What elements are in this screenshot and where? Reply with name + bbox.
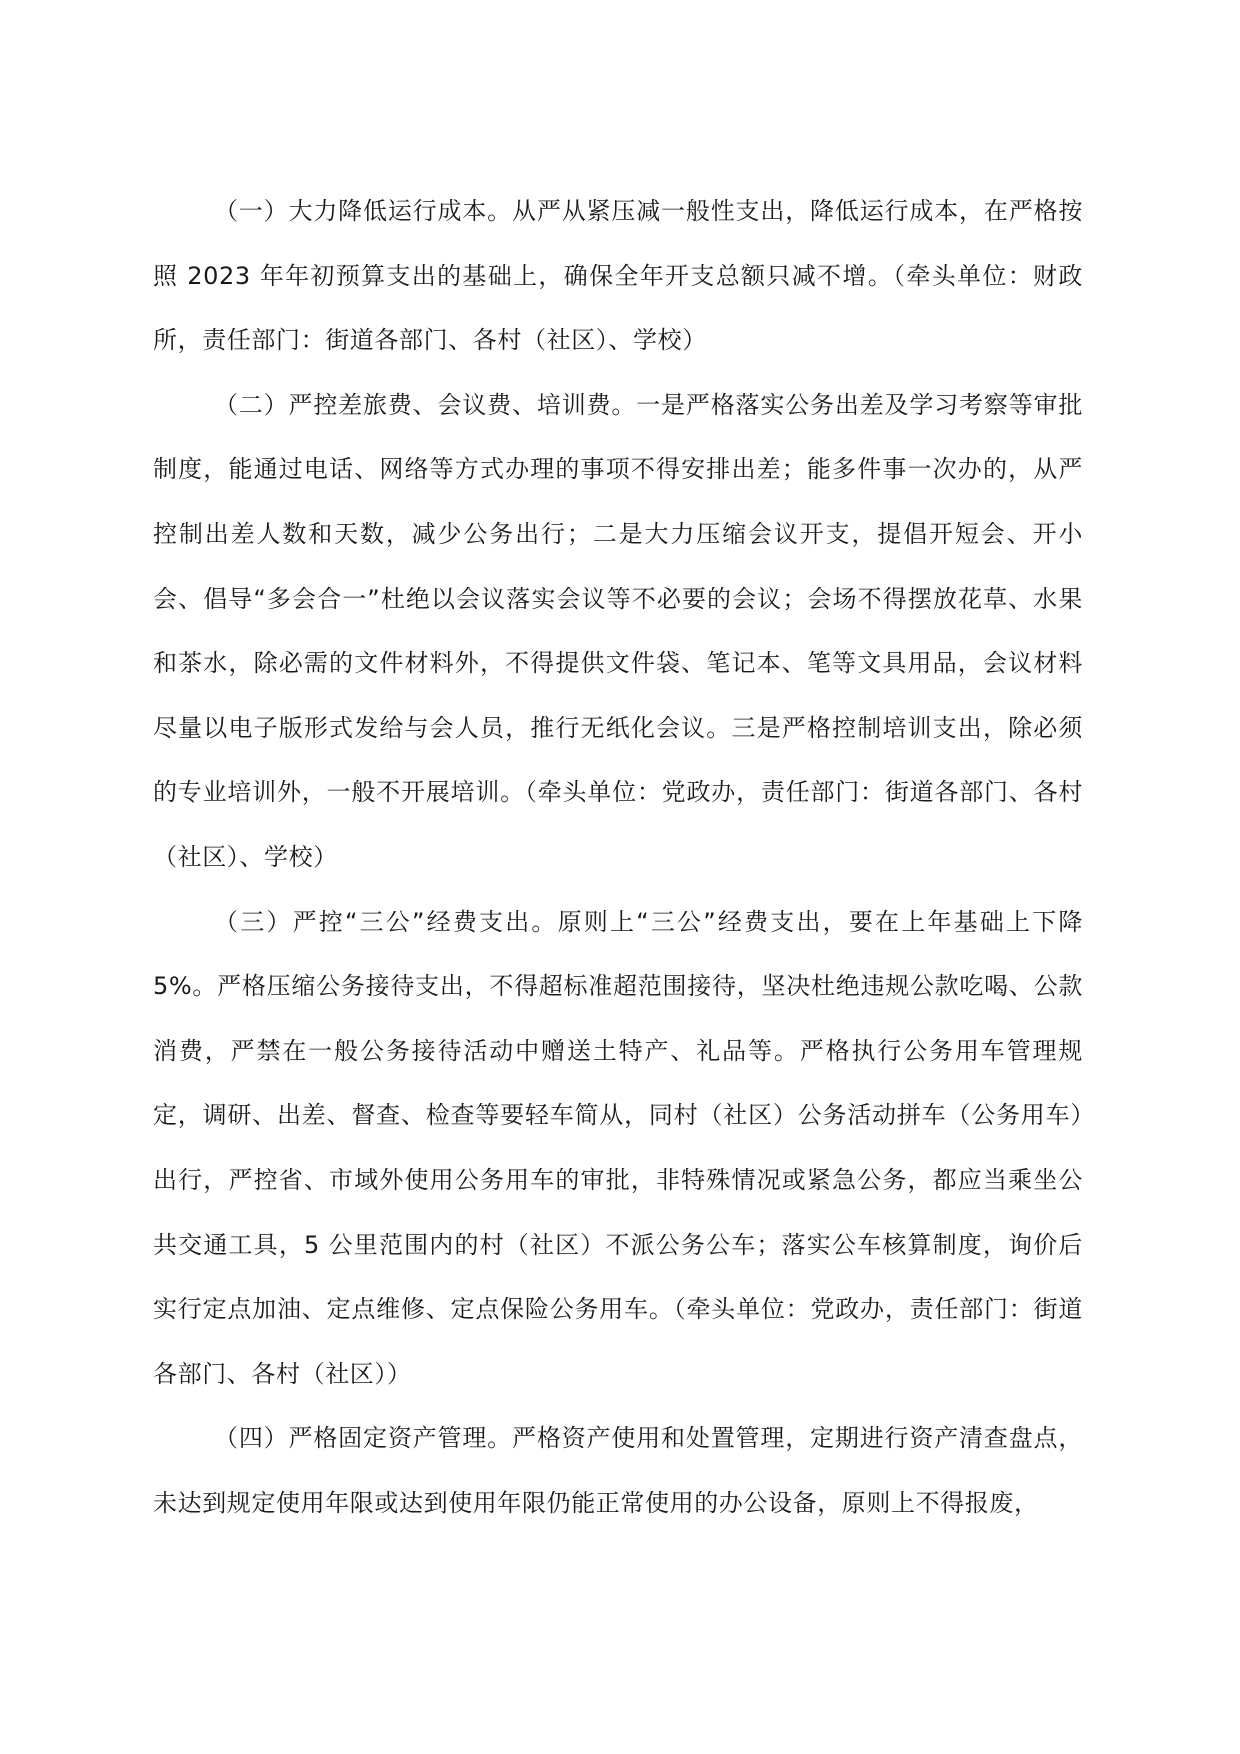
paragraph-travel-meeting-training: （二）严控差旅费、会议费、培训费。一是严格落实公务出差及学习考察等审批制度，能通过电话、网络等方式办理的事项不得安排出差；能多件事一次办的，从严控制出差人数和天数，减少公务出行；二是大力压缩会议开支，提倡开短会、开小会、倡导“多会合一”杜绝以会议落实会议等不必要的会议；会场不得摆放花草、水果和茶水，除必需的文件材料外，不得提供文件袋、笔记本、笔等文具用品，会议材料尽量以电子版形式发给与会人员，推行无纸化会议。三是严格控制培训支出，除必须的专业培训外，一般不开展培训。（牵头单位：党政办，责任部门：街道各部门、各村（社区）、学校） [153, 390, 1083, 871]
paragraph-fixed-assets: （四）严格固定资产管理。严格资产使用和处置管理，定期进行资产清查盘点，未达到规定使用年限或达到使用年限仍能正常使用的办公设备，原则上不得报废， [153, 1424, 1083, 1517]
paragraph-three-public-expenses: （三）严控“三公”经费支出。原则上“三公”经费支出，要在上年基础上下降 5%。严格压缩公务接待支出，不得超标准超范围接待，坚决杜绝违规公款吃喝、公款消费，严禁在一般公务接待活动中赠送土特产、礼品等。严格执行公务用车管理规定，调研、出差、督查、检查等要轻车简从，同村（社区）公务活动拼车（公务用车）出行，严控省、市域外使用公务用车的审批，非特殊情况或紧急公务，都应当乘坐公共交通工具，5 公里范围内的村（社区）不派公务公车；落实公车核算制度，询价后实行定点加油、定点维修、定点保险公务用车。（牵头单位：党政办，责任部门：街道各部门、各村（社区）） [153, 907, 1083, 1388]
document-body [153, 179, 1083, 1535]
paragraph-operating-costs: （一）大力降低运行成本。从严从紧压减一般性支出，降低运行成本，在严格按照 2023 年年初预算支出的基础上，确保全年开支总额只减不增。（牵头单位：财政所，责任部门：街道各部门、各村（社区）、学校） [153, 197, 1083, 355]
